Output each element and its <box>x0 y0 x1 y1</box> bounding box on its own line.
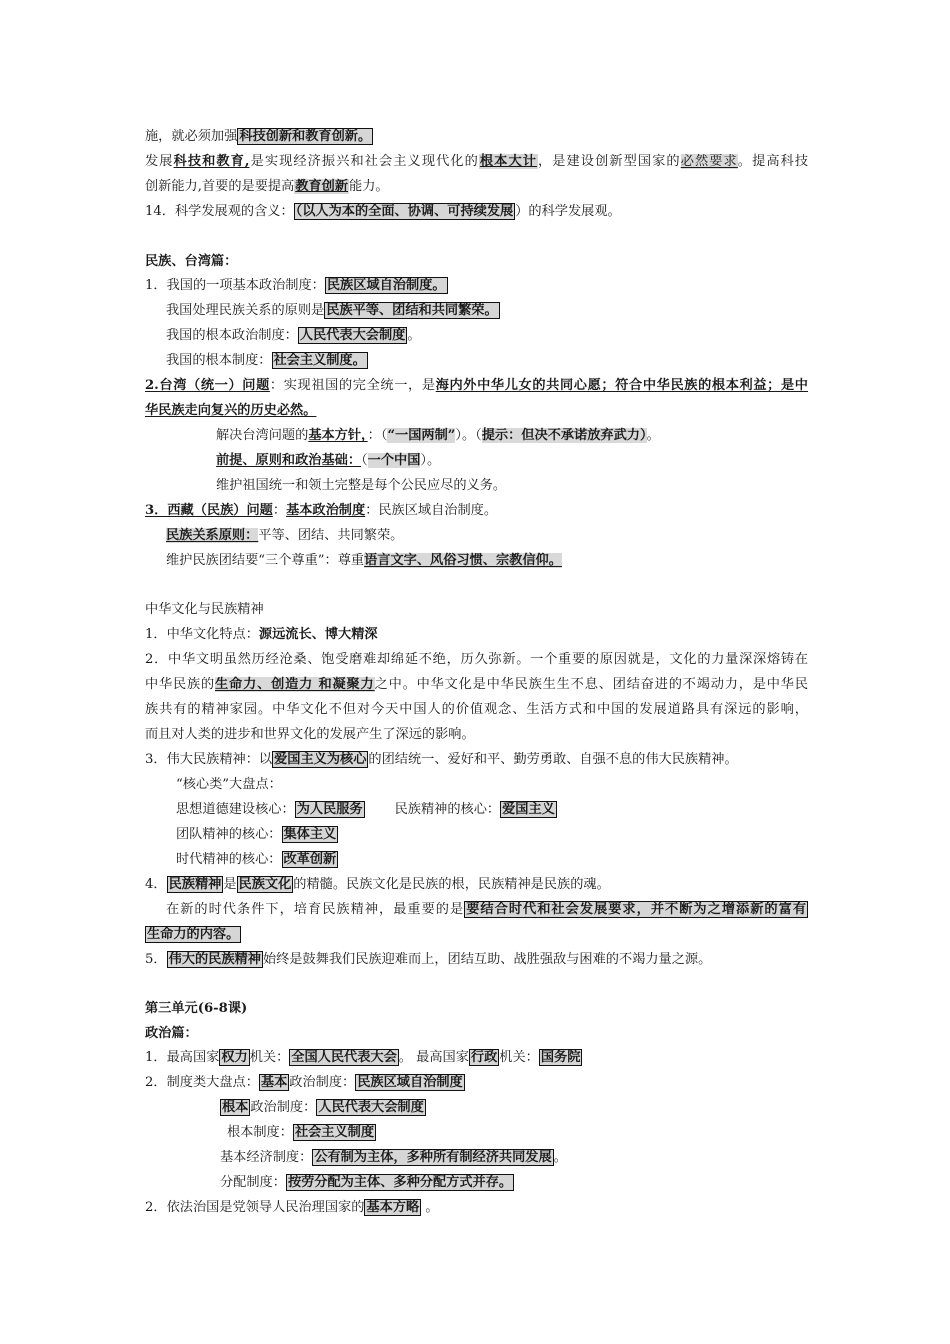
text: “核心类”大盘点： <box>176 777 282 792</box>
text: 1．中华文化特点： <box>145 627 259 642</box>
highlighted-term: 根本大计 <box>479 154 537 169</box>
highlighted-term: 为人民服务 <box>296 802 363 817</box>
highlighted-term: 行政 <box>470 1050 498 1065</box>
text-line <box>227 1123 376 1143</box>
text: ）。（ <box>455 428 482 443</box>
text-line <box>145 925 241 945</box>
highlighted-term: 基本 <box>260 1075 288 1090</box>
text: ：（ <box>367 428 388 443</box>
text: 民族精神的核心： <box>394 802 501 817</box>
text: 2．制度类大盘点： <box>145 1075 259 1090</box>
text: 维护祖国统一和领土完整是每个公民应尽的义务。 <box>216 478 507 493</box>
text: 平等、团结、共同繁荣。 <box>258 528 404 543</box>
text-line <box>145 177 389 197</box>
text-line <box>220 1098 426 1118</box>
text: 2．依法治国是党领导人民治理国家的 <box>145 1200 365 1215</box>
text: 根本制度： <box>227 1125 293 1140</box>
highlighted-term: 国务院 <box>540 1050 581 1065</box>
highlighted-term: 民族区域自治制度。 <box>326 278 446 293</box>
text: 而且对人类的进步和世界文化的发展产生了深远的影响。 <box>145 727 475 742</box>
text-line <box>176 850 338 870</box>
text-line <box>145 675 808 695</box>
highlighted-term: 伟大的民族精神 <box>168 952 261 967</box>
text: ，是建设创新型国家的 <box>538 154 681 169</box>
highlighted-term: 爱国主义 <box>502 802 555 817</box>
text-line <box>220 1173 514 1193</box>
bold-underlined-term: 海内外中华儿女的共同心愿；符合中华民族的根本利益；是中 <box>435 378 808 393</box>
highlighted-term: （以人为本的全面、协调、可持续发展 <box>295 204 514 219</box>
bold-underlined-term: 基本政治制度 <box>286 503 366 518</box>
text: 的团结统一、爱好和平、勤劳勇敢、自强不息的伟大民族精神。 <box>368 752 738 767</box>
text-line <box>145 950 711 970</box>
text: （ <box>361 453 368 468</box>
highlighted-term: 根本 <box>222 1100 249 1115</box>
text: 政治制度： <box>250 1100 317 1115</box>
text-line <box>145 1073 465 1093</box>
text-line <box>166 900 808 920</box>
highlighted-term: 人民代表大会制度 <box>318 1100 424 1115</box>
text: 1．我国的一项基本政治制度： <box>145 278 325 293</box>
highlighted-term: 生命力的内容。 <box>147 927 240 942</box>
highlighted-term: 权力 <box>221 1050 248 1065</box>
highlighted-term: 民族文化 <box>238 877 292 892</box>
highlighted-term: 全国人民代表大会 <box>291 1050 397 1065</box>
text-line <box>216 476 506 496</box>
text-line <box>166 526 403 546</box>
bold-underlined-term: 科技和教育, <box>173 154 250 169</box>
bold-underlined-term: 华民族走向复兴的历史必然。 <box>145 403 317 418</box>
highlighted-term: 基本方略 <box>366 1200 420 1215</box>
text: 是实现经济振兴和社会主义现代化的 <box>249 154 479 169</box>
text-line <box>145 127 373 147</box>
highlighted-term: 按劳分配为主体、多种分配方式并存。 <box>287 1175 513 1190</box>
highlighted-term: “一国两制” <box>387 428 456 443</box>
bold-underlined-term: 前提、原则和政治基础： <box>216 453 362 468</box>
section-heading: 中华文化与民族精神 <box>145 602 264 617</box>
text-line <box>176 775 282 795</box>
text-line <box>176 825 338 845</box>
text: 维护民族团结要“三个尊重”：尊重 <box>166 553 365 568</box>
highlighted-term: 必然要求 <box>680 154 738 169</box>
text-line <box>145 401 316 421</box>
text: 发展 <box>145 154 174 169</box>
highlighted-term: 人民代表大会制度 <box>299 328 406 343</box>
text-line <box>176 800 557 820</box>
text-line <box>216 426 660 446</box>
text: ）。 <box>420 453 441 468</box>
text-line <box>166 301 500 321</box>
text-line <box>145 625 378 645</box>
text: 我国处理民族关系的原则是 <box>166 303 325 318</box>
text: ）的科学发展观。 <box>515 204 621 219</box>
highlighted-term: 集体主义 <box>283 827 337 842</box>
text: 。 <box>421 1200 439 1215</box>
section-heading: 民族、台湾篇： <box>145 254 238 269</box>
text: 解决台湾问题的 <box>216 428 309 443</box>
text-line <box>145 750 738 770</box>
highlighted-term: 一个中国 <box>367 453 421 468</box>
text-line <box>220 1148 567 1168</box>
text: 思想道德建设核心： <box>176 802 295 817</box>
text: 政治制度： <box>289 1075 356 1090</box>
bold-underlined-term: 2.台湾（统一）问题 <box>145 378 270 393</box>
text-line <box>145 1048 582 1068</box>
bold-underlined-term: 基本方针， <box>308 428 368 443</box>
text-line <box>216 451 440 471</box>
text-line <box>145 875 610 895</box>
highlighted-term: 社会主义制度 <box>294 1125 375 1140</box>
text-line <box>166 551 562 571</box>
text-line <box>145 700 808 720</box>
text: 施，就必须加强 <box>145 129 238 144</box>
bold-underlined-term: 3．西藏（民族）问题 <box>145 503 273 518</box>
highlighted-term: 民族精神 <box>168 877 222 892</box>
highlighted-term: 民族关系原则： <box>166 528 259 543</box>
highlighted-term: 公有制为主体，多种所有制经济共同发展 <box>314 1150 552 1165</box>
bold-term: 源远流长、博大精深 <box>258 627 378 642</box>
text: 5． <box>145 952 167 967</box>
text: 。 <box>407 328 421 343</box>
text-line <box>145 276 448 296</box>
text-line <box>145 650 808 670</box>
highlighted-term: 语言文字、风俗习惯、宗教信仰。 <box>364 553 562 568</box>
text: ：民族区域自治制度。 <box>365 503 498 518</box>
text-line <box>166 326 421 346</box>
text: 之中。中华文化是中华民族生生不息、团结奋进的不竭动力，是中华民 <box>374 677 809 692</box>
text: 2．中华文明虽然历经沧桑、饱受磨难却绵延不绝，历久弥新。一个重要的原因就是，文化的力量深深熔铸在 <box>145 652 808 667</box>
text: 1．最高国家 <box>145 1050 220 1065</box>
text: 时代精神的核心： <box>176 852 282 867</box>
text-line <box>145 725 475 745</box>
text: 是 <box>223 877 237 892</box>
text: 4． <box>145 877 167 892</box>
text-line <box>145 1198 439 1218</box>
text: 。 最高国家 <box>398 1050 469 1065</box>
text-line <box>145 501 497 521</box>
text: 的精髓。民族文化是民族的根，民族精神是民族的魂。 <box>293 877 610 892</box>
text: ： <box>272 503 287 518</box>
text: 在新的时代条件下，培育民族精神，最重要的是 <box>166 902 465 917</box>
text-line <box>145 202 621 222</box>
text: 族共有的精神家园。中华文化不但对今天中国人的价值观念、生活方式和中国的发展道路具有深远的影响， <box>145 702 808 717</box>
text: 基本经济制度： <box>220 1150 313 1165</box>
text: 创新能力,首要的是要提高 <box>145 179 295 194</box>
highlighted-term: 民族区域自治制度 <box>357 1075 463 1090</box>
sub-heading: 政治篇： <box>145 1026 198 1041</box>
highlighted-term: 社会主义制度。 <box>273 353 366 368</box>
section-heading: 第三单元(6-8课) <box>145 1001 248 1016</box>
text: 团队精神的核心： <box>176 827 282 842</box>
text-line <box>166 351 368 371</box>
text: 。 <box>553 1150 567 1165</box>
text: 始终是鼓舞我们民族迎难而上，团结互助、战胜强敌与困难的不竭力量之源。 <box>262 952 712 967</box>
text: 我国的根本政治制度： <box>166 328 298 343</box>
text: 能力。 <box>349 179 389 194</box>
highlighted-term: 科技创新和教育创新。 <box>239 129 372 144</box>
highlighted-term: 改革创新 <box>283 852 337 867</box>
highlighted-term: 要结合时代和社会发展要求，并不断为之增添新的富有 <box>466 902 807 917</box>
text: 中华民族的 <box>145 677 216 692</box>
text: ：实现祖国的完全统一，是 <box>269 378 436 393</box>
text: 。提高科技 <box>737 154 809 169</box>
text: 我国的根本制度： <box>166 353 272 368</box>
highlighted-term: 民族平等、团结和共同繁荣。 <box>326 303 498 318</box>
text-line <box>145 152 808 172</box>
highlighted-term: 提示：但决不承诺放弃武力） <box>481 428 647 443</box>
text: 。 <box>646 428 660 443</box>
text: 机关： <box>499 1050 539 1065</box>
text: 3．伟大民族精神：以 <box>145 752 273 767</box>
text: 机关： <box>249 1050 290 1065</box>
highlighted-term: 爱国主义为核心 <box>274 752 367 767</box>
highlighted-term: 生命力、创造力 和凝聚力 <box>215 677 375 692</box>
text: 分配制度： <box>220 1175 286 1190</box>
text-line <box>145 376 808 396</box>
highlighted-term: 教育创新 <box>295 179 349 194</box>
text: 14．科学发展观的含义： <box>145 204 294 219</box>
